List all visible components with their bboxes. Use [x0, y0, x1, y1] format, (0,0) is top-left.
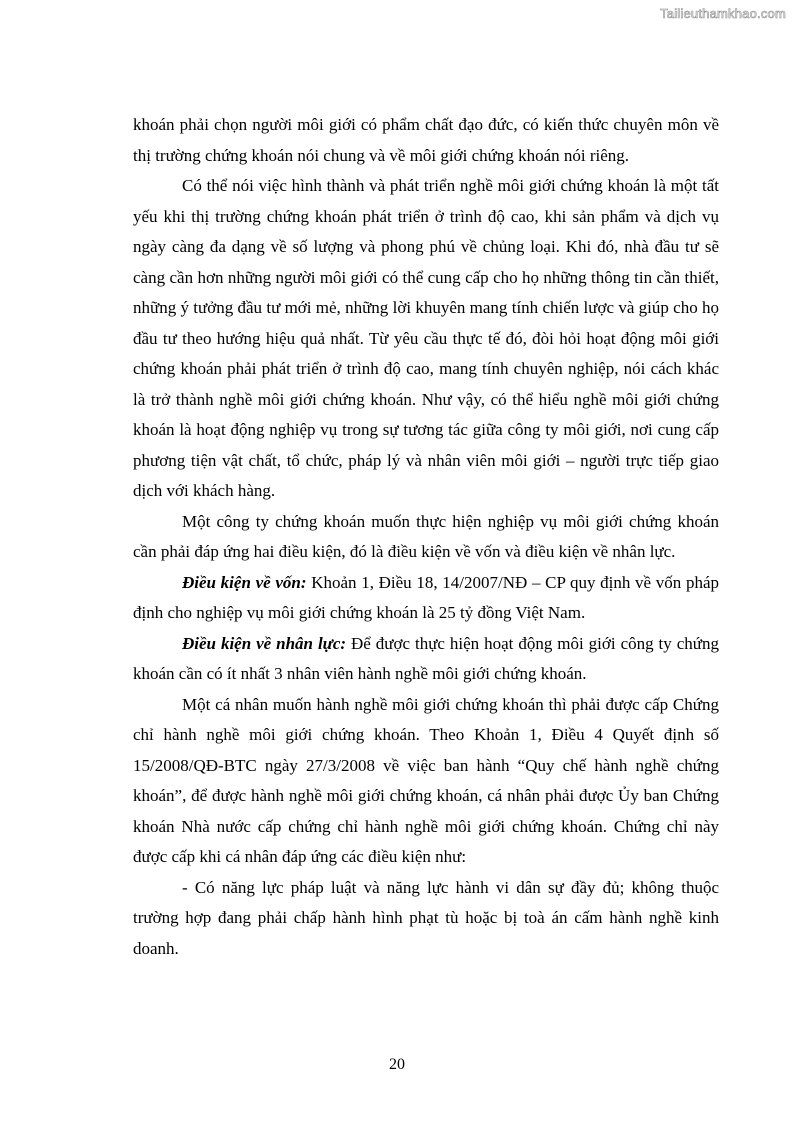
paragraph-capital-condition	[133, 568, 719, 629]
capital-condition-label: Điều kiện về vốn:	[182, 572, 307, 592]
paragraph-continuation: khoán phải chọn người môi giới có phẩm chất đạo đức, có kiến thức chuyên môn về thị trường chứng khoán nói chung và về môi giới chứng khoán nói riêng.	[133, 115, 719, 165]
watermark-text: Tailieuthamkhao.com	[660, 6, 786, 21]
document-body	[133, 110, 719, 964]
paragraph-brokerage-profession: Có thể nói việc hình thành và phát triển nghề môi giới chứng khoán là một tất yếu khi thị trường chứng khoán phát triển ở trình độ cao, khi sản phẩm và dịch vụ ngày càng đa dạng về số lượng và phong phú về chủng loại. Khi đó, nhà đầu tư sẽ càng cần hơn những người môi giới có thể cung cấp cho họ những thông tin cần thiết, những ý tưởng đầu tư mới mẻ, những lời khuyên mang tính chiến lược và giúp cho họ đầu tư theo hướng hiệu quả nhất. Từ yêu cầu thực tế đó, đòi hỏi hoạt động môi giới chứng khoán phải phát triển ở trình độ cao, mang tính chuyên nghiệp, nói cách khác là trở thành nghề môi giới chứng khoán. Như vậy, có thể hiểu nghề môi giới chứng khoán là hoạt động nghiệp vụ trong sự tương tác giữa công ty môi giới, nơi cung cấp phương tiện vật chất, tổ chức, pháp lý và nhân viên môi giới – người trực tiếp giao dịch với khách hàng.	[133, 176, 719, 500]
paragraph-company-requirements: Một công ty chứng khoán muốn thực hiện nghiệp vụ môi giới chứng khoán cần phải đáp ứng hai điều kiện, đó là điều kiện về vốn và điều kiện về nhân lực.	[133, 511, 719, 561]
paragraph-condition-item: - Có năng lực pháp luật và năng lực hành vi dân sự đầy đủ; không thuộc trường hợp đang phải chấp hành hình phạt tù hoặc bị toà án cấm hành nghề kinh doanh.	[133, 877, 719, 958]
staff-condition-label: Điều kiện về nhân lực:	[182, 633, 347, 653]
paragraph-individual-certificate: Một cá nhân muốn hành nghề môi giới chứng khoán thì phải được cấp Chứng chỉ hành nghề môi giới chứng khoán. Theo Khoản 1, Điều 4 Quyết định số 15/2008/QĐ-BTC ngày 27/3/2008 về việc ban hành “Quy chế hành nghề chứng khoán”, để được hành nghề môi giới chứng khoán, cá nhân phải được Ủy ban Chứng khoán Nhà nước cấp chứng chỉ hành nghề môi giới chứng khoán. Chứng chỉ này được cấp khi cá nhân đáp ứng các điều kiện như:	[133, 694, 719, 866]
staff-condition-text: Để được thực hiện hoạt động môi giới công ty chứng khoán cần có ít nhất 3 nhân viên hành nghề môi giới chứng khoán.	[133, 633, 719, 683]
paragraph-staff-condition	[133, 629, 719, 690]
capital-condition-text: Khoản 1, Điều 18, 14/2007/NĐ – CP quy định về vốn pháp định cho nghiệp vụ môi giới chứng khoán là 25 tỷ đồng Việt Nam.	[133, 572, 719, 622]
page-number: 20	[389, 1056, 405, 1073]
